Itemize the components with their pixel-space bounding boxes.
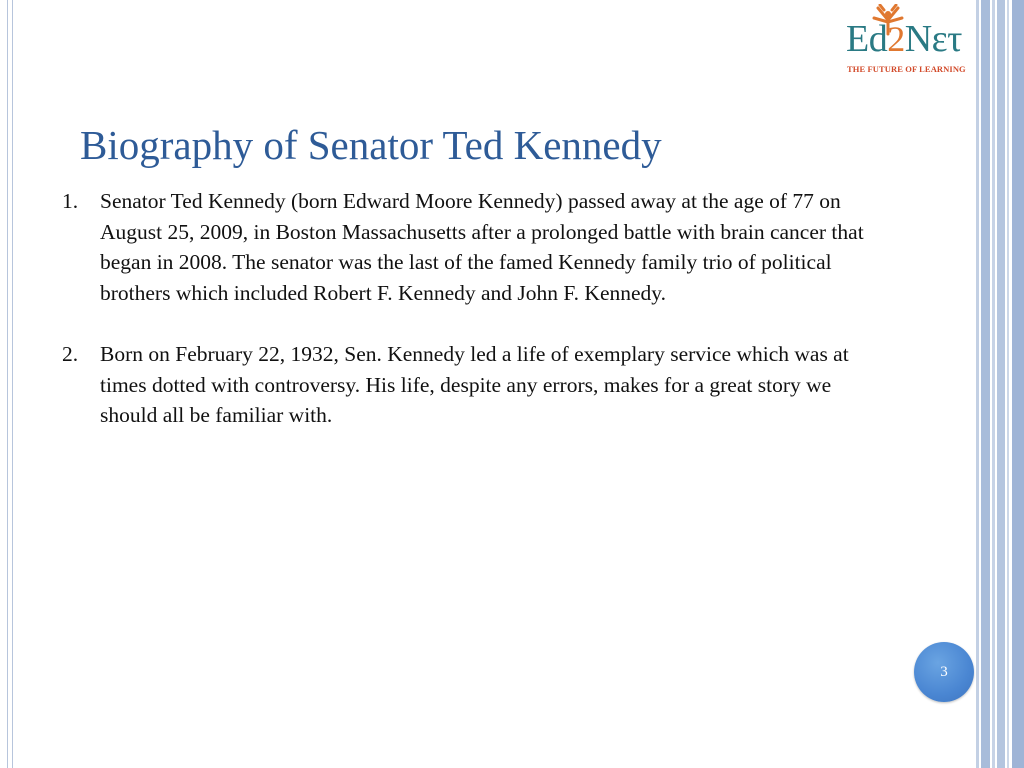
left-border-line: [12, 0, 13, 768]
stripe: [997, 0, 1005, 768]
list-item-text: Born on February 22, 1932, Sen. Kennedy led a life of exemplary service which was at times dotted with controversy. His life, despite any errors, makes for a great story we should all be familiar with.: [100, 342, 849, 427]
logo-tagline: THE FUTURE OF LEARNING: [847, 64, 966, 74]
left-border-line: [7, 0, 8, 768]
list-item-number: 2.: [62, 342, 79, 366]
logo-prefix: Ed: [846, 18, 888, 60]
ed2net-logo: [838, 4, 978, 76]
right-border-stripes: [976, 0, 1024, 768]
stripe: [992, 0, 995, 768]
body-list: [62, 186, 882, 431]
stripe: [976, 0, 979, 768]
list-item: [62, 186, 882, 308]
slide-title: Biography of Senator Ted Kennedy: [80, 122, 662, 168]
list-item-text: Senator Ted Kennedy (born Edward Moore Kennedy) passed away at the age of 77 on August 25, 2009, in Boston Massachusetts after a prolonged battle with brain cancer that began in 2008. The senator was the last of the famed Kennedy family trio of political brothers which included Robert F. Kennedy and John F. Kennedy.: [100, 189, 864, 305]
page-number: 3: [940, 663, 948, 680]
page-number-badge: [914, 642, 974, 702]
stripe: [1007, 0, 1009, 768]
stripe: [1012, 0, 1024, 768]
stripe: [981, 0, 990, 768]
logo-wordmark: [846, 20, 962, 58]
logo-suffix: Nετ: [904, 18, 962, 60]
logo-digit: 2: [887, 19, 905, 59]
list-item-number: 1.: [62, 189, 79, 213]
list-item: [62, 339, 882, 431]
